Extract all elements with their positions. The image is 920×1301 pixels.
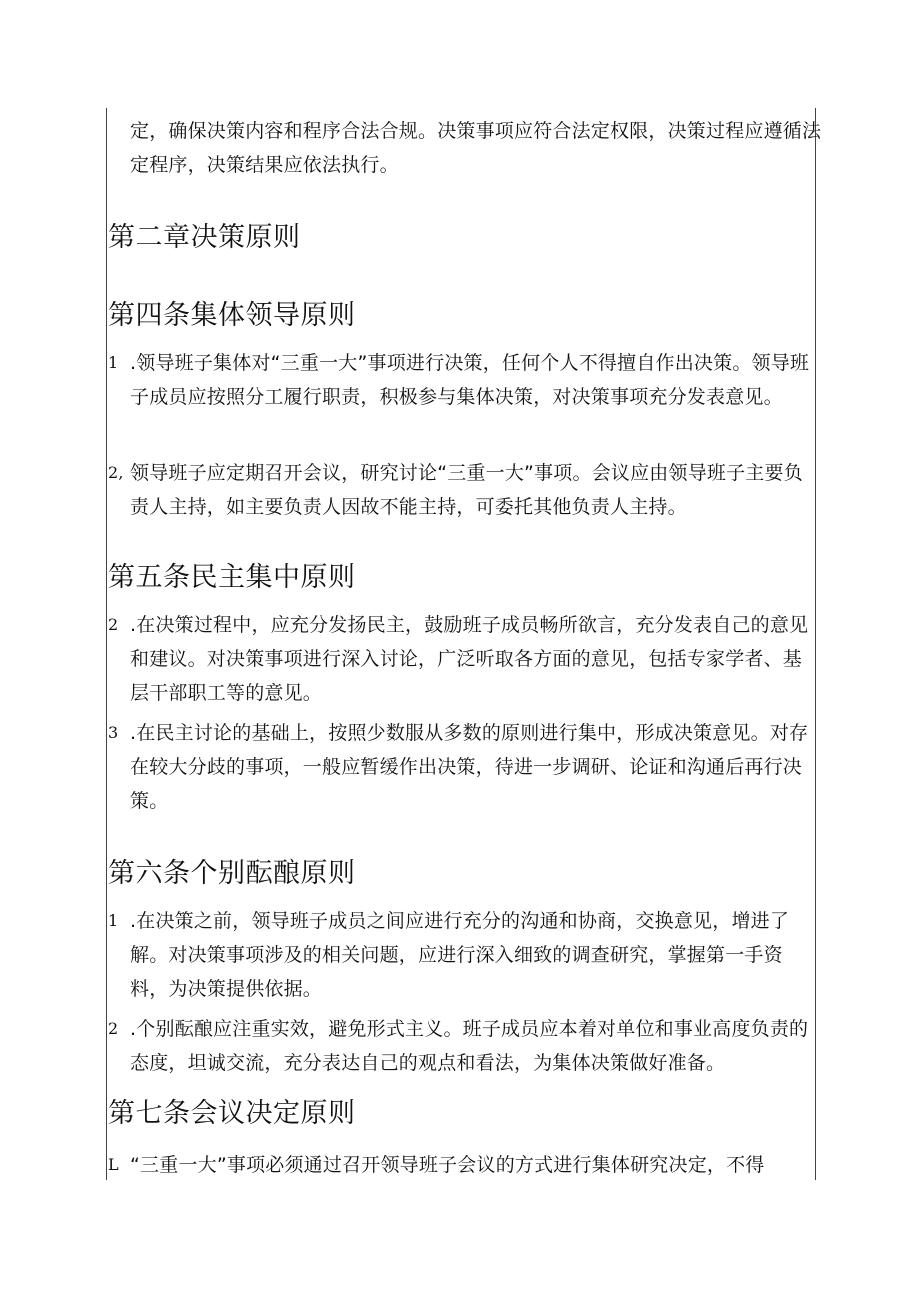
article-4-item-2 [108,456,812,524]
item-text: .在决策过程中，应充分发扬民主，鼓励班子成员畅所欲言，充分发表自己的意见和建议。对决策事项进行深入讨论，广泛听取各方面的意见，包括专家学者、基层干部职工等的意见。 [130,614,809,704]
item-text: 领导班子应定期召开会议，研究讨论“三重一大”事项。会议应由领导班子主要负责人主持，如主要负责人因故不能主持，可委托其他负责人主持。 [130,462,803,518]
article-5-item-1 [108,608,812,710]
item-text: .在民主讨论的基础上，按照少数服从多数的原则进行集中，形成决策意见。对存在较大分歧的事项，一般应暂缓作出决策，待进一步调研、论证和沟通后再行决策。 [130,722,809,812]
article-6-title: 第六条个别酝酿原则 [108,858,356,889]
article-4-item-1 [108,346,812,414]
article-7-title: 第七条会议决定原则 [108,1098,356,1129]
item-number: 2 [108,1019,119,1038]
item-number: L [108,1155,119,1174]
item-text: “三重一大”事项必须通过召开领导班子会议的方式进行集体研究决定，不得 [130,1154,765,1176]
item-text: .在决策之前，领导班子成员之间应进行充分的沟通和协商，交换意见，增进了解。对决策事项涉及的相关问题，应进行深入细致的调查研究，掌握第一手资料，为决策提供依据。 [130,910,790,1000]
item-text: .个别酝酿应注重实效，避免形式主义。班子成员应本着对单位和事业高度负责的态度，坦诚交流，充分表达自己的观点和看法，为集体决策做好准备。 [130,1018,809,1074]
item-text: .领导班子集体对“三重一大”事项进行决策，任何个人不得擅自作出决策。领导班子成员应按照分工履行职责，积极参与集体决策，对决策事项充分发表意见。 [130,352,810,408]
article-7-item-1 [108,1148,812,1182]
article-5-title: 第五条民主集中原则 [108,562,356,593]
chapter-heading: 第二章决策原则 [108,222,301,253]
item-number: 3 [108,723,119,742]
item-number: 1 [108,353,119,372]
item-number: 2 [108,615,119,634]
article-6-item-2 [108,1012,812,1080]
intro-paragraph: 定，确保决策内容和程序合法合规。决策事项应符合法定权限，决策过程应遵循法定程序，决策结果应依法执行。 [130,120,822,176]
item-number: 2, [108,463,124,482]
article-6-item-1 [108,904,812,1006]
article-5-item-2 [108,716,812,818]
article-4-title: 第四条集体领导原则 [108,300,356,331]
item-number: 1 [108,911,119,930]
